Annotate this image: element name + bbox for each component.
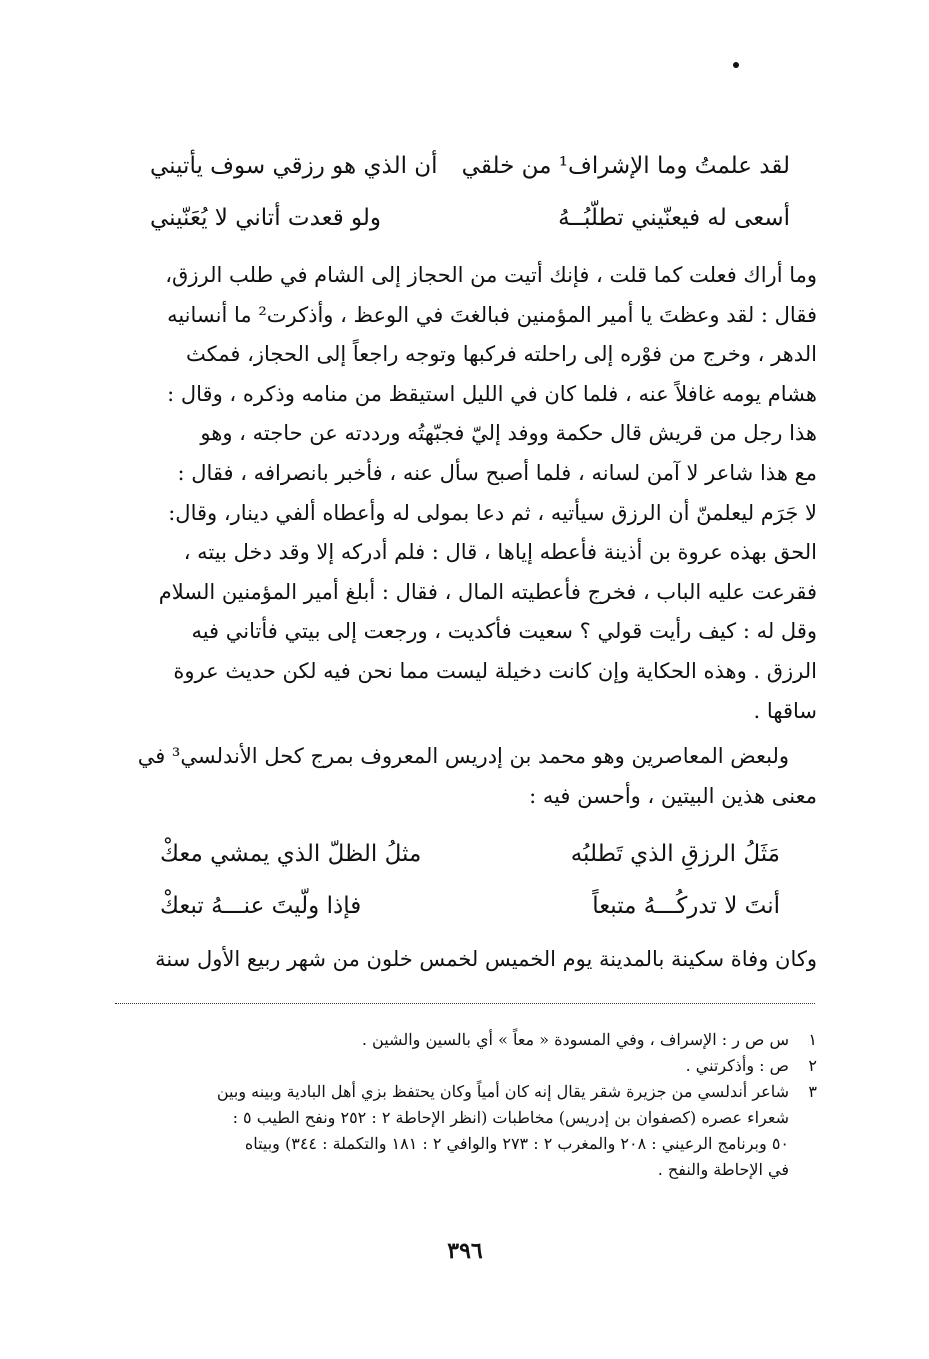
footnote-text <box>117 1053 789 1079</box>
verse-block-top <box>150 140 790 244</box>
prose-line: الرزق . وهذه الحكاية وإن كانت دخيلة ليست مما نحن فيه لكن حديث عروة <box>173 658 817 683</box>
footnotes <box>117 1027 817 1183</box>
footnote-2 <box>117 1053 817 1079</box>
verse-first-hemistich: لقد علمتُ وما الإشراف¹ من خلقي <box>461 153 790 179</box>
verse-line <box>150 192 790 244</box>
verse-first-hemistich: أسعى له فيعنّيني تطلّبُــهُ <box>558 205 790 231</box>
verse-first-hemistich: مَثَلُ الرزقِ الذي تَطلبُه <box>570 841 780 867</box>
verse-line <box>150 140 790 192</box>
footnote-separator <box>115 1003 815 1004</box>
footnote-number: ٣ <box>808 1082 817 1101</box>
verse-second-hemistich: ولو قعدت أتاني لا يُعَنّيني <box>150 205 382 231</box>
prose-paragraph-intro <box>117 737 817 816</box>
footnote-line: شعراء عصره (كصفوان بن إدريس) مخاطبات (انظر الإحاطة ٢ : ٢٥٢ ونفح الطيب ٥ : <box>232 1108 789 1127</box>
verse-block-middle <box>160 828 780 932</box>
prose-line: فقرعت عليه الباب ، فخرج فأعطيته المال ، فقال : أبلغ أمير المؤمنين السلام <box>158 579 817 604</box>
footnote-text <box>117 1079 789 1183</box>
top-dot-mark <box>733 62 739 68</box>
prose-line: هشام يومه غافلاً عنه ، فلما كان في الليل استيقظ من منامه وذكره ، وقال : <box>167 381 817 406</box>
verse-second-hemistich: أن الذي هو رزقي سوف يأتيني <box>150 153 438 179</box>
footnote-number: ٢ <box>808 1056 817 1075</box>
verse-second-hemistich: فإذا ولّيتَ عنـــهُ تبعكْ <box>160 893 362 919</box>
verse-first-hemistich: أنتَ لا تدركُـــهُ متبعاً <box>592 893 780 919</box>
prose-line: لا جَرَم ليعلمنّ أن الرزق سيأتيه ، ثم دعا بمولى له وأعطاه ألفي دينار، وقال: <box>168 500 817 525</box>
prose-line: وقل له : كيف رأيت قولي ؟ سعيت فأكديت ، ورجعت إلى بيتي فأتاني فيه <box>191 619 817 644</box>
prose-line: الحق بهذه عروة بن أذينة فأعطه إياها ، قال : فلم أدركه إلا وقد دخل بيته ، <box>183 540 817 565</box>
prose-line: وما أراك فعلت كما قلت ، فإنك أتيت من الحجاز إلى الشام في طلب الرزق، <box>165 263 817 287</box>
footnote-number: ١ <box>808 1030 817 1049</box>
verse-line <box>160 828 780 880</box>
footnote-line: ص : وأذكرتني . <box>685 1056 789 1075</box>
footnote-line: في الإحاطة والنفح . <box>657 1160 789 1179</box>
verse-second-hemistich: مثلُ الظلّ الذي يمشي معكْ <box>160 841 422 867</box>
footnote-line: شاعر أندلسي من جزيرة شقر يقال إنه كان أمياً وكان يحتفظ بزي أهل البادية وبينه وبين <box>216 1082 789 1101</box>
footnote-line: س ص ر : الإسراف ، وفي المسودة « معاً » أي بالسين والشين . <box>361 1030 789 1049</box>
prose-line: ساقها . <box>753 698 817 723</box>
verse-line <box>160 880 780 932</box>
prose-line: ولبعض المعاصرين وهو محمد بن إدريس المعروف بمرج كحل الأندلسي³ في <box>137 744 789 768</box>
prose-line: فقال : لقد وعظتَ يا أمير المؤمنين فبالغتَ في الوعظ ، وأذكرت² ما أنسانيه <box>167 302 817 327</box>
footnote-1 <box>117 1027 817 1053</box>
prose-line: هذا رجل من قريش قال حكمة ووفد إليّ فجبّهتُه ورددته عن حاجته ، وهو <box>200 421 817 446</box>
prose-line: مع هذا شاعر لا آمن لسانه ، فلما أصبح سأل عنه ، فأخبر بانصرافه ، فقال : <box>177 460 817 485</box>
footnote-line: ٥٠ وبرنامج الرعيني : ٢٠٨ والمغرب ٢ : ٢٧٣ والوافي ٢ : ١٨١ والتكملة : ٣٤٤) وبيتاه <box>244 1134 789 1153</box>
footnote-3 <box>117 1079 817 1183</box>
prose-line: الدهر ، وخرج من فوْره إلى راحلته فركبها وتوجه راجعاً إلى الحجاز، فمكث <box>186 342 817 367</box>
prose-paragraph-main <box>117 256 817 731</box>
page-number: ٣٩٦ <box>447 1238 483 1264</box>
prose-line: معنى هذين البيتين ، وأحسن فيه : <box>529 783 817 808</box>
prose-line: وكان وفاة سكينة بالمدينة يوم الخميس لخمس خلون من شهر ربيع الأول سنة <box>155 947 817 971</box>
prose-paragraph-closing <box>117 940 817 980</box>
footnote-text <box>117 1027 789 1053</box>
